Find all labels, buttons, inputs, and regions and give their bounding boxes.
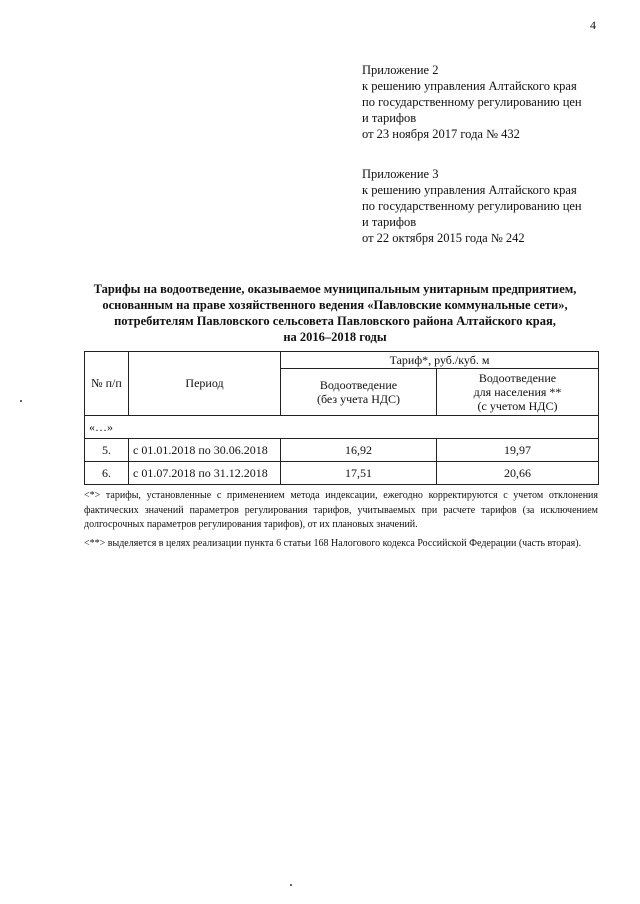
table-row bbox=[85, 439, 599, 462]
row-value-no-vat: 16,92 bbox=[281, 439, 437, 462]
document-title bbox=[70, 281, 600, 345]
row-num: 5. bbox=[85, 439, 129, 462]
row-value-population: 20,66 bbox=[437, 462, 599, 485]
annex-3-line: к решению управления Алтайского края bbox=[362, 183, 577, 197]
title-line: потребителям Павловского сельсовета Павловского района Алтайского края, bbox=[114, 314, 556, 328]
row-period: с 01.01.2018 по 30.06.2018 bbox=[129, 439, 281, 462]
annex-3-block bbox=[362, 166, 582, 246]
table-row bbox=[85, 462, 599, 485]
annex-3-line: и тарифов bbox=[362, 215, 417, 229]
annex-3-line: от 22 октября 2015 года № 242 bbox=[362, 231, 525, 245]
header-sewerage-no-vat bbox=[281, 369, 437, 416]
annex-3-line: Приложение 3 bbox=[362, 167, 439, 181]
header-line: (без учета НДС) bbox=[316, 392, 401, 406]
annex-2-line: к решению управления Алтайского края bbox=[362, 79, 577, 93]
title-line: на 2016–2018 годы bbox=[283, 330, 387, 344]
annex-2-line: от 23 ноября 2017 года № 432 bbox=[362, 127, 520, 141]
title-line: основанным на праве хозяйственного ведения «Павловские коммунальные сети», bbox=[102, 298, 568, 312]
table-row-ellipsis bbox=[85, 416, 599, 439]
row-value-population: 19,97 bbox=[437, 439, 599, 462]
header-line: Водоотведение bbox=[319, 378, 398, 392]
header-sewerage-population bbox=[437, 369, 599, 416]
footnotes bbox=[84, 489, 598, 555]
footnote-1: <*> тарифы, установленные с применением метода индексации, ежегодно корректируются с учетом отклонения фактических значений параметров регулирования тарифов, учитываемых при расчете тарифов (за исключением долгосрочных параметров регулирования тарифов), от их плановых значений. bbox=[84, 490, 598, 530]
header-line: (с учетом НДС) bbox=[477, 399, 558, 413]
header-line: Водоотведение bbox=[478, 371, 557, 385]
header-period: Период bbox=[129, 352, 281, 416]
footnote-2: <**> выделяется в целях реализации пункта 6 статьи 168 Налогового кодекса Российской Федерации (часть вторая). bbox=[84, 537, 582, 549]
header-num: № п/п bbox=[85, 352, 129, 416]
annex-2-line: по государственному регулированию цен bbox=[362, 95, 582, 109]
scan-speck bbox=[20, 400, 22, 402]
header-line: для населения ** bbox=[473, 385, 562, 399]
annex-2-block bbox=[362, 62, 582, 142]
row-period: с 01.07.2018 по 31.12.2018 bbox=[129, 462, 281, 485]
table-header-row bbox=[85, 352, 599, 369]
ellipsis-cell: «…» bbox=[85, 416, 599, 439]
annex-2-line: и тарифов bbox=[362, 111, 417, 125]
scan-speck bbox=[290, 884, 292, 886]
annex-3-line: по государственному регулированию цен bbox=[362, 199, 582, 213]
title-line: Тарифы на водоотведение, оказываемое муниципальным унитарным предприятием, bbox=[93, 282, 577, 296]
row-value-no-vat: 17,51 bbox=[281, 462, 437, 485]
header-tariff-group: Тариф*, руб./куб. м bbox=[281, 352, 599, 369]
annex-2-line: Приложение 2 bbox=[362, 63, 439, 77]
tariff-table bbox=[84, 351, 599, 485]
page-number: 4 bbox=[590, 18, 596, 32]
row-num: 6. bbox=[85, 462, 129, 485]
